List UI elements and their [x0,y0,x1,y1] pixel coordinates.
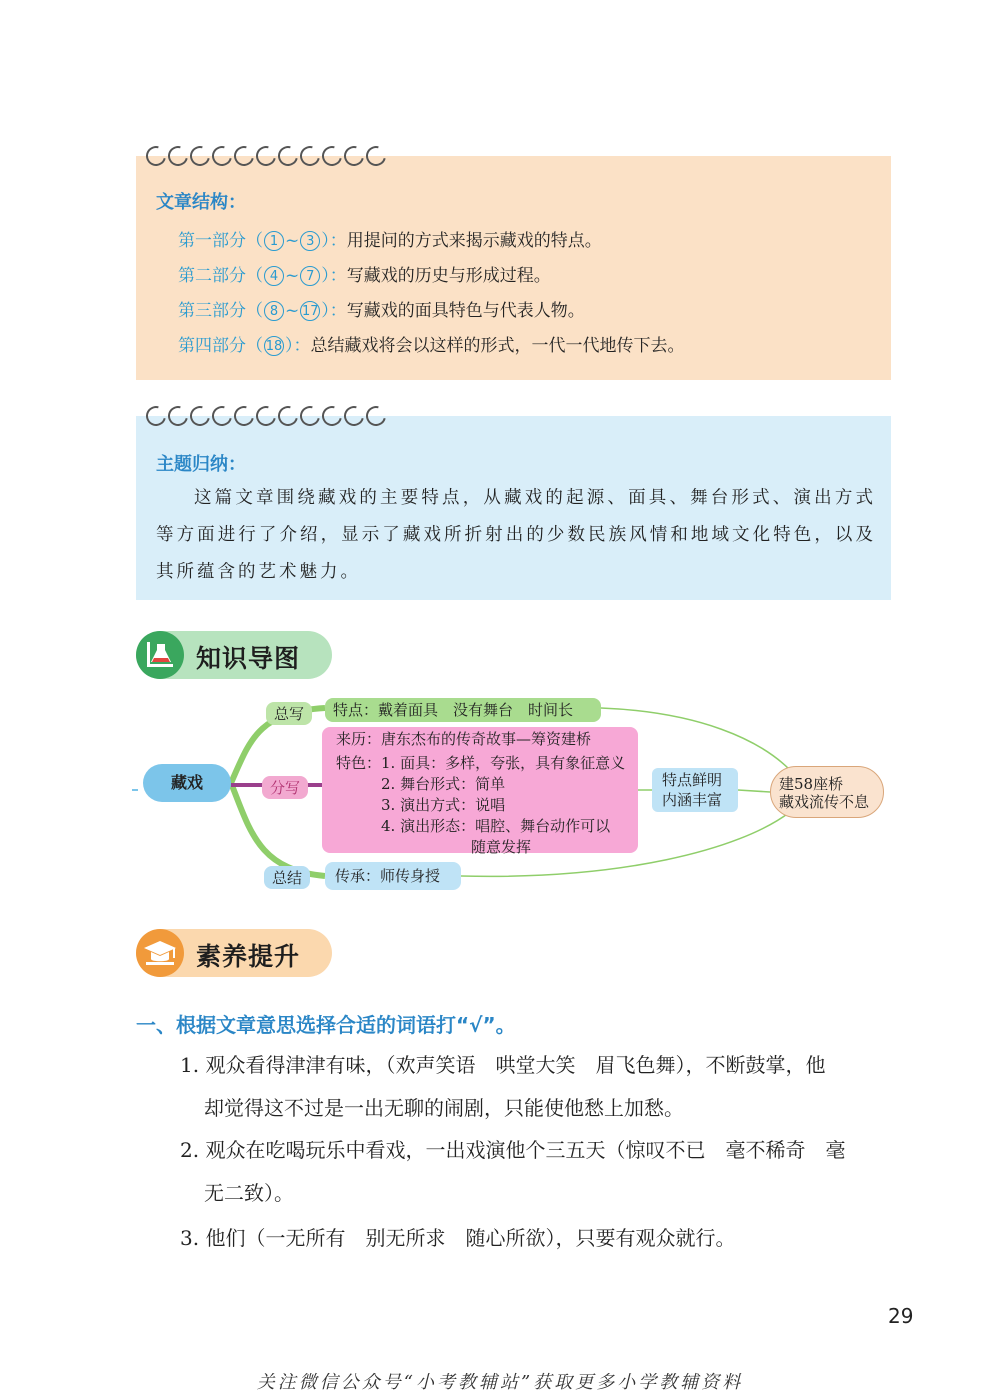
row-label: 第四部分（ [178,336,263,356]
exercise-item [180,1217,892,1260]
theme-text: 这篇文章围绕藏戏的主要特点，从藏戏的起源、面具、舞台形式、演出方式等方面进行了介绍，显示了藏戏所折射出的少数民族风情和地域文化特色，以及其所蕴含的艺术魅力。 [156,488,876,582]
circled-number: 4 [264,266,284,286]
row-text: 写藏戏的面具特色与代表人物。 [346,301,585,321]
circled-number: 3 [300,231,320,251]
feature-line: 内涵丰富 [662,791,723,809]
item-continuation: 却觉得这不过是一出无聊的闹剧，只能使他愁上加愁。 [204,1096,684,1120]
mindmap-zongxie-box: 特点：戴着面具 没有舞台 时间长 [325,698,601,722]
theme-heading: 主题归纳： [156,454,246,475]
mindmap-feature-box [652,768,738,812]
mindmap-zongjie-box: 传承：师传身授 [325,862,461,890]
circled-number: 18 [264,336,284,356]
branch-label-zongjie: 总结 [264,866,310,889]
item-first-line: 1. 观众看得津津有味，（欢声笑语 哄堂大笑 眉飞色舞），不断鼓掌，他 [180,1053,826,1077]
item-first-line: 2. 观众在吃喝玩乐中看戏，一出戏演他个三五天（惊叹不已 毫不稀奇 毫 [180,1138,846,1162]
circled-number: 8 [264,301,284,321]
row-label: ）： [321,266,347,286]
pink-line: 4. 演出形态：唱腔、舞台动作可以 [336,817,611,835]
section-practice [136,929,332,977]
page-number: 29 [888,1304,914,1328]
pink-line: 随意发挥 [336,838,532,856]
range-sep: ~ [285,266,300,286]
pink-line: 来历：唐东杰布的传奇故事—筹资建桥 [336,730,592,748]
row-label: ）： [321,231,347,251]
pink-line: 2. 舞台形式：简单 [336,775,506,793]
pink-line: 特色：1. 面具：多样，夸张，具有象征意义 [336,754,626,772]
row-label: 第三部分（ [178,301,263,321]
exercise-item [180,1044,892,1130]
structure-heading: 文章结构： [156,192,246,213]
section-title: 知识导图 [196,644,301,673]
row-text: 写藏戏的历史与形成过程。 [346,266,551,286]
circled-number: 1 [264,231,284,251]
row-text: 总结藏戏将会以这样的形式，一代一代地传下去。 [310,336,685,356]
branch-label-fenxie: 分写 [262,776,308,799]
range-sep: ~ [285,231,300,251]
row-text: 用提问的方式来揭示藏戏的特点。 [346,231,602,251]
feature-line: 特点鲜明 [662,771,723,789]
cloud-line: 藏戏流传不息 [779,793,870,811]
mindmap-cloud-box [770,766,884,818]
footer-note: 关注微信公众号“小考教辅站”获取更多小学教辅资料 [256,1372,744,1393]
item-first-line: 3. 他们（一无所有 别无所求 随心所欲），只要有观众就行。 [180,1226,736,1250]
row-label: ）： [321,301,347,321]
branch-label-zongxie: 总写 [266,702,312,725]
graduation-cap-icon [136,929,184,977]
mindmap-fenxie-box [322,727,638,856]
pink-line: 3. 演出方式：说唱 [336,796,506,814]
circled-number: 7 [300,266,320,286]
exercise-heading: 一、根据文章意思选择合适的词语打“√”。 [136,1013,516,1037]
row-label: 第二部分（ [178,266,263,286]
item-continuation: 无二致）。 [204,1181,294,1205]
row-label: 第一部分（ [178,231,263,251]
row-label: ）： [285,336,311,356]
range-sep: ~ [285,301,300,321]
exercise-item [180,1129,892,1215]
cloud-line: 建58座桥 [779,775,844,793]
circled-number: 17 [300,301,320,321]
mindmap-root: 藏戏 [143,764,231,802]
section-title: 素养提升 [196,942,301,971]
